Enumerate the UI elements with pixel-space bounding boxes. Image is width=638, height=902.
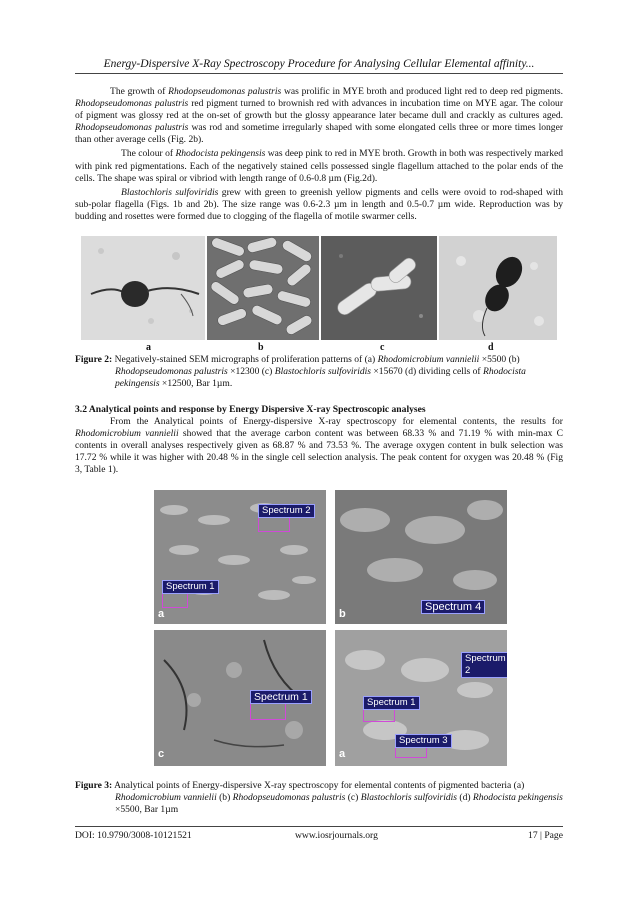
body-text-top — [75, 86, 563, 225]
panel-letter: b — [339, 608, 346, 620]
micrograph-b — [207, 236, 319, 340]
edx-panel-c — [154, 630, 326, 766]
figure-3-caption: Figure 3: Analytical points of Energy-dispersive X-ray spectroscopy for elemental contents of pigmented bacteria (a) Rhodomicrobium vannielii (b) Rhodopseudomonas palustris (c) Blastochloris sulfoviridis (d) Rhodocista pekingensis ×5500, Bar 1µm — [75, 780, 563, 816]
spectrum-label: Spectrum 1 — [250, 690, 312, 704]
figure-2-image — [81, 236, 558, 340]
paragraph-2: The colour of Rhodocista pekingensis was deep pink to red in MYE broth. Growth in both was respectively marked with pink red pigmentations. Each of the negatively stained cells possessed single flagellum attached to the polar ends of the cells. The shape was spiral or vibriod with length range of 0.6-0.8 µm (Fig.2d). — [75, 148, 563, 184]
figure-2-label-a: a — [146, 342, 151, 353]
section-heading: 3.2 Analytical points and response by Energy Dispersive X-ray Spectroscopic analyses — [75, 404, 426, 415]
body-text-section — [75, 416, 563, 478]
spectrum-label: Spectrum 1 — [363, 696, 420, 710]
page-number: 17 | Page — [528, 830, 563, 841]
running-header: Energy-Dispersive X-Ray Spectroscopy Procedure for Analysing Cellular Elemental affinity... — [75, 58, 563, 74]
micrograph-c — [321, 236, 437, 340]
spectrum-label: Spectrum 2 — [461, 652, 507, 678]
spectrum-label: Spectrum 4 — [421, 600, 485, 614]
journal-link[interactable]: www.iosrjournals.org — [295, 830, 378, 841]
analysis-box — [250, 702, 286, 720]
figure-2-label-b: b — [258, 342, 264, 353]
edx-panel-b — [335, 490, 507, 624]
panel-letter: a — [339, 748, 346, 760]
spectrum-label: Spectrum 2 — [258, 504, 315, 518]
paragraph-1: The growth of Rhodopseudomonas palustris was prolific in MYE broth and produced light red to deep red pigments. Rhodopseudomonas palustris red pigment turned to brownish red with advances in incubation time on MYE agar. The colour of pigment was glossy red at the on-set of growth but the glossy appearance later became dull and crackly as cultures aged. Rhodopseudomonas palustris was rod and sometime irregularly shaped with some elongated cells three or more times longer than other average cells (Fig. 2b). — [75, 86, 563, 146]
figure-2-caption: Figure 2: Negatively-stained SEM micrographs of proliferation patterns of (a) Rhodomicrobium vannielii ×5500 (b) Rhodopseudomonas palustris ×12300 (c) Blastochloris sulfoviridis ×15670 (d) dividing cells of Rhodocista pekingensis ×12500, Bar 1µm. — [75, 354, 526, 390]
edx-panel-d — [335, 630, 507, 766]
edx-panel-a — [154, 490, 326, 624]
panel-letter: a — [158, 608, 165, 620]
doi-text: DOI: 10.9790/3008-10121521 — [75, 830, 192, 841]
figure-2-label-d: d — [488, 342, 494, 353]
analysis-box — [162, 592, 188, 608]
paragraph-3: Blastochloris sulfoviridis grew with green to greenish yellow pigments and cells were ovoid to rod-shaped with sub-polar flagella (Figs. 1b and 2b). The size range was 0.6-2.3 µm in length and 0.5-0.7 µm wide. Reproduction was by budding and rosettes were formed due to clogging of the flagella of motile swarmer cells. — [75, 186, 563, 222]
panel-letter: c — [158, 748, 165, 760]
spectrum-label: Spectrum 3 — [395, 734, 452, 748]
micrograph-d — [439, 236, 557, 340]
micrograph-a — [81, 236, 205, 340]
figure-2-label-c: c — [380, 342, 385, 353]
page-footer — [75, 826, 563, 841]
paragraph-4: From the Analytical points of Energy-dispersive X-ray spectroscopy for elemental contents, the results for Rhodomicrobium vannielii showed that the average carbon content was between 68.33 % and 71.19 % with min-max C contents in overall analyses respectively given as 68.87 % and 73.53 %. The average oxygen content in bulk selection was 17.72 % while it was higher with 20.48 % in the single cell selection analysis. The peak content for oxygen was 20.48 % (Fig 3, Table 1). — [75, 416, 563, 476]
spectrum-label: Spectrum 1 — [162, 580, 219, 594]
